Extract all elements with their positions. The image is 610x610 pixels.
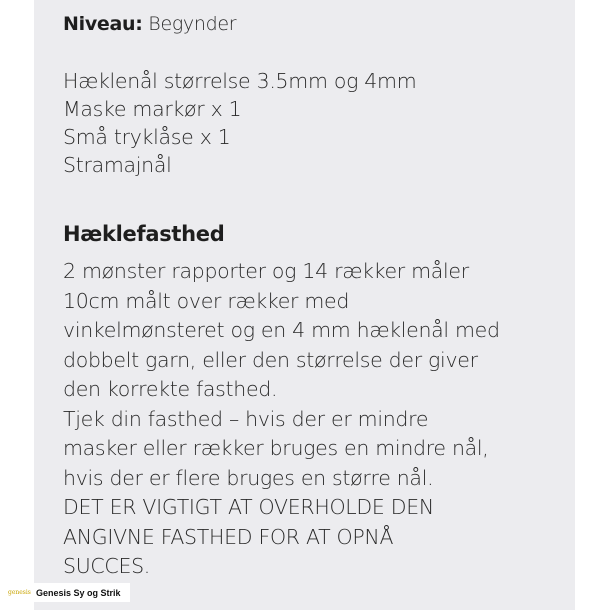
level-label: Niveau: (63, 13, 143, 35)
watermark (0, 583, 130, 602)
level-line (63, 13, 236, 35)
materials-list (63, 67, 416, 179)
gauge-line: den korrekte fasthed. (63, 377, 278, 401)
gauge-line: Tjek din fasthed – hvis der er mindre (63, 406, 429, 431)
gauge-line: dobbelt garn, eller den størrelse der giver (63, 347, 478, 372)
watermark-text: Genesis Sy og Strik (36, 587, 121, 598)
level-value: Begynder (148, 13, 237, 35)
gauge-line: 10cm målt over rækker med (63, 288, 350, 313)
gauge-line: SUCCES. (63, 554, 151, 578)
material-item: Hæklenål størrelse 3.5mm og 4mm (63, 69, 417, 93)
gauge-line: DET ER VIGTIGT AT OVERHOLDE DEN (63, 495, 434, 519)
gauge-line: masker eller rækker bruges en mindre nål, (63, 436, 489, 460)
gauge-line: vinkelmønsteret og en 4 mm hæklenål med (63, 318, 500, 342)
gauge-line: hvis der er flere bruges en større nål. (63, 465, 434, 490)
material-item: Maske markør x 1 (63, 97, 242, 121)
gauge-heading: Hæklefasthed (63, 222, 225, 246)
gauge-line: ANGIVNE FASTHED FOR AT OPNÅ (63, 524, 394, 549)
material-item: Stramajnål (63, 153, 172, 177)
genesis-logo-icon: genesis (8, 589, 31, 596)
gauge-line: 2 mønster rapporter og 14 rækker måler (63, 259, 469, 283)
material-item: Små tryklåse x 1 (63, 125, 231, 149)
gauge-body (63, 257, 500, 582)
